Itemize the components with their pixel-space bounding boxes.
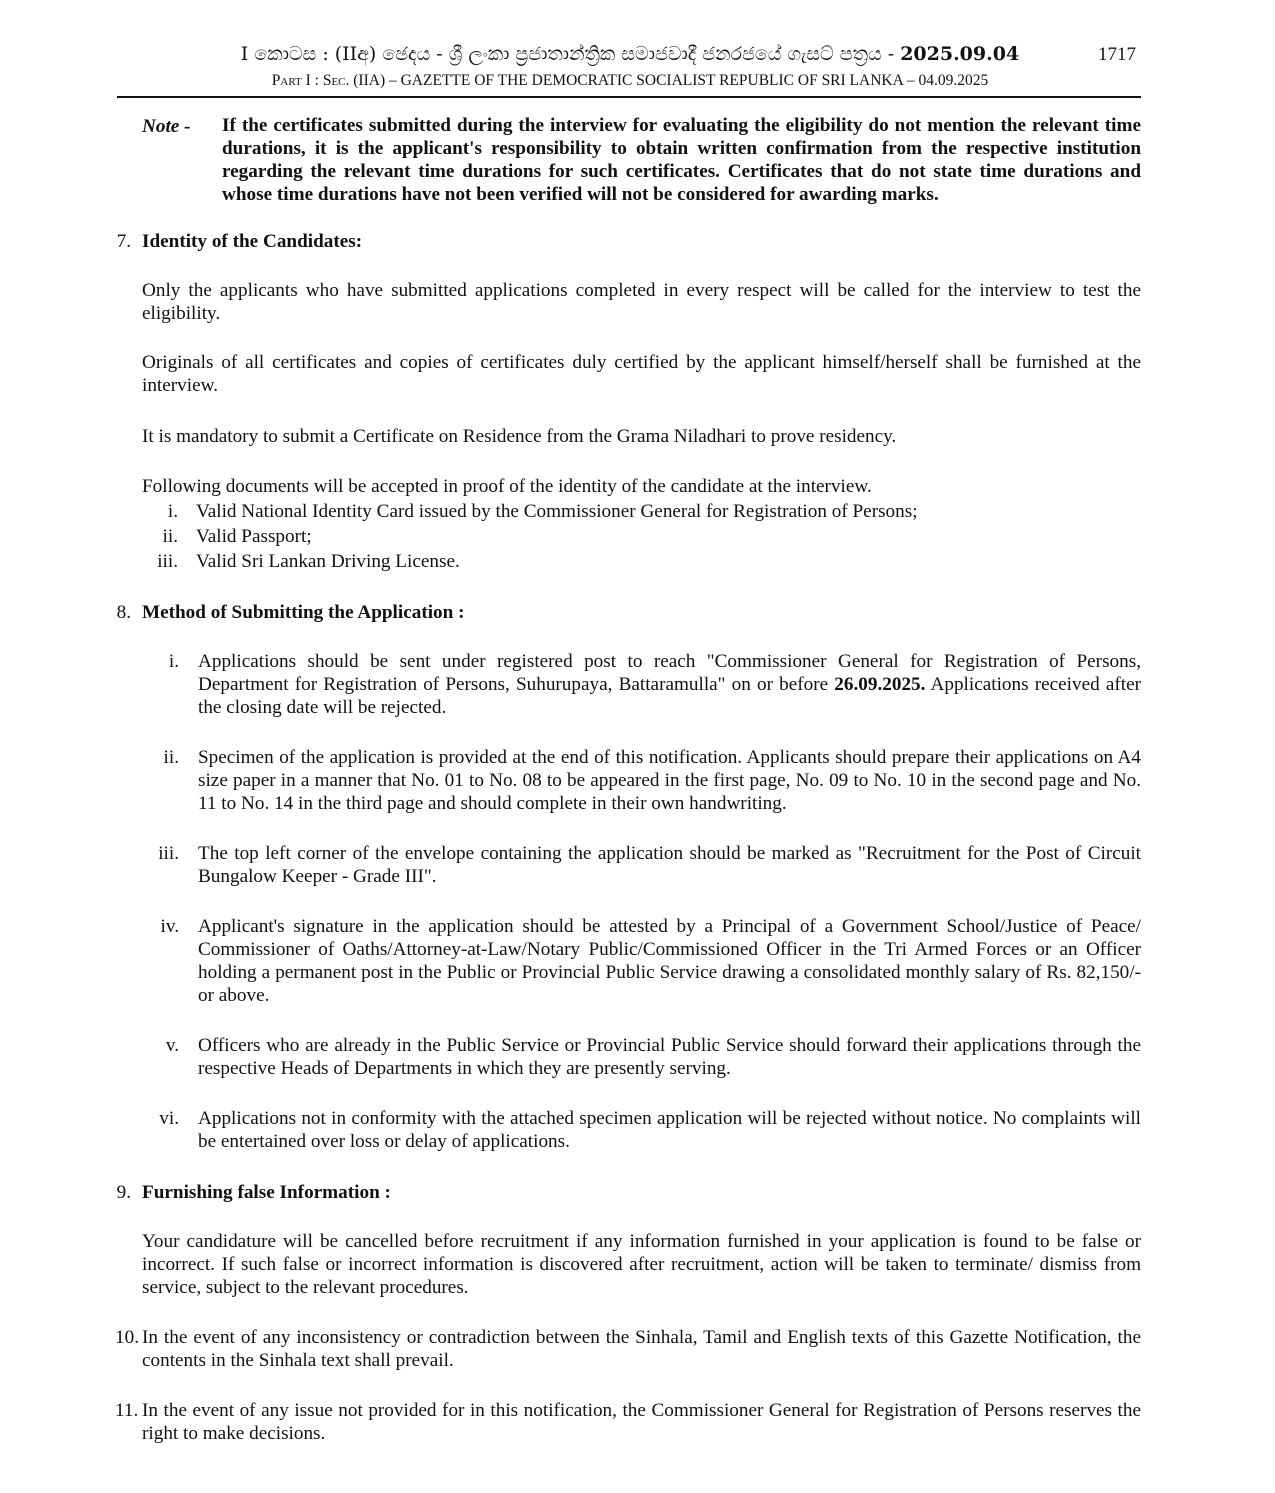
method-item-number: iii. xyxy=(158,843,179,864)
method-item-text: Applications not in conformity with the attached specimen application will be rejected without notice. No complaints will be entertained over loss or delay of applications. xyxy=(198,1108,1141,1152)
section-11-number: 11. xyxy=(115,1400,139,1421)
section-8-title: Method of Submitting the Application : xyxy=(142,602,465,623)
list-item-number: iii. xyxy=(157,551,178,572)
header-english-text: (IIA) – GAZETTE OF THE DEMOCRATIC SOCIALIST REPUBLIC OF SRI LANKA – 04.09.2025 xyxy=(349,72,989,89)
note-text: If the certificates submitted during the interview for evaluating the eligibility do not mention the relevant time durations, it is the applicant's responsibility to obtain written confirmation from the respective institution regarding the relevant time durations for such certificates. Certificates that do not state time durations and whose time durations have not been verified will not be considered for awarding marks. xyxy=(222,115,1141,205)
section-7-para-3: It is mandatory to submit a Certificate on Residence from the Grama Niladhari to prove residency. xyxy=(142,426,897,447)
header-sinhala-date: 2025.09.04 xyxy=(900,43,1020,65)
header-english xyxy=(120,70,1140,92)
method-item-text-part: Applications should be sent under registered post to reach "Commissioner General for Registration of Persons, Department for Registration of Persons, Suhurupaya, Battaramulla" on or before xyxy=(198,651,1141,695)
list-item-number: i. xyxy=(167,501,178,522)
method-item-text: Applicant's signature in the application should be attested by a Principal of a Government School/Justice of Peace/ Commissioner of Oaths/Attorney-at-Law/Notary Public/Commissioned Officer in the Tri Armed Forces or an Officer holding a permanent post in the Public or Provincial Public Service drawing a consolidated monthly salary of Rs. 82,150/- or above. xyxy=(198,916,1141,1006)
header-part-label: Part I : Sec. xyxy=(271,72,350,89)
section-9-heading xyxy=(116,1181,391,1204)
section-8-number: 8. xyxy=(116,602,131,623)
method-item-number: iv. xyxy=(160,916,179,937)
list-item xyxy=(142,499,1141,524)
page-number: 1717 xyxy=(1098,44,1136,65)
section-10 xyxy=(115,1327,1141,1373)
note-label: Note - xyxy=(142,116,191,137)
method-item-ii xyxy=(142,747,1141,816)
method-item-i xyxy=(142,651,1141,720)
section-7-number: 7. xyxy=(116,231,131,252)
section-7-para-1: Only the applicants who have submitted applications completed in every respect will be called for the interview to test the eligibility. xyxy=(142,280,1141,324)
method-item-iv xyxy=(142,916,1141,1008)
header-sinhala xyxy=(120,40,1140,68)
list-item-text: Valid Sri Lankan Driving License. xyxy=(196,551,460,572)
list-item xyxy=(142,524,1141,549)
method-item-number: v. xyxy=(165,1035,179,1056)
method-item-v xyxy=(142,1035,1141,1081)
method-item-text xyxy=(198,651,1141,720)
list-item-number: ii. xyxy=(162,526,178,547)
section-7-para-2: Originals of all certificates and copies of certificates duly certified by the applicant himself/herself shall be furnished at the interview. xyxy=(142,352,1141,396)
method-item-number: i. xyxy=(168,651,179,672)
section-10-text: In the event of any inconsistency or contradiction between the Sinhala, Tamil and English texts of this Gazette Notification, the contents in the Sinhala text shall prevail. xyxy=(142,1327,1141,1371)
section-9-title: Furnishing false Information : xyxy=(142,1182,391,1203)
method-item-text: Specimen of the application is provided at the end of this notification. Applicants should prepare their applications on A4 size paper in a manner that No. 01 to No. 08 to be appeared in the first page, No. 09 to No. 10 in the second page and No. 11 to No. 14 in the third page and should complete in their own handwriting. xyxy=(198,747,1141,814)
method-item-text: Officers who are already in the Public Service or Provincial Public Service should forward their applications through the respective Heads of Departments in which they are presently serving. xyxy=(198,1035,1141,1079)
list-item xyxy=(142,549,1141,574)
section-7-title: Identity of the Candidates: xyxy=(142,231,363,252)
header-rule xyxy=(117,96,1141,98)
section-7-para-4: Following documents will be accepted in proof of the identity of the candidate at the interview. xyxy=(142,476,872,497)
section-11 xyxy=(115,1400,1141,1446)
method-item-vi xyxy=(142,1108,1141,1154)
section-11-text: In the event of any issue not provided for in this notification, the Commissioner General for Registration of Persons reserves the right to make decisions. xyxy=(142,1400,1141,1444)
section-9-para: Your candidature will be cancelled before recruitment if any information furnished in your application is found to be false or incorrect. If such false or incorrect information is discovered after recruitment, action will be taken to terminate/ dismiss from service, subject to the relevant procedures. xyxy=(142,1231,1141,1298)
method-item-text: The top left corner of the envelope containing the application should be marked as "Recruitment for the Post of Circuit Bungalow Keeper - Grade III". xyxy=(198,843,1141,887)
section-8-heading xyxy=(116,601,465,624)
section-9-number: 9. xyxy=(116,1182,131,1203)
section-10-number: 10. xyxy=(115,1327,139,1348)
header-sinhala-text: I කොටස : (IIඅ) ඡෙදය - ශ්‍රී ලංකා ප්‍රජාතාන්ත්‍රික සමාජවාදී ජනරජයේ ගැසට් පත්‍රය - xyxy=(240,43,901,65)
method-item-number: vi. xyxy=(159,1108,179,1129)
identity-document-list xyxy=(142,499,1141,574)
closing-date: 26.09.2025. xyxy=(834,673,926,695)
method-item-number: ii. xyxy=(163,747,179,768)
method-item-text-part: Applications received after the closing date will be rejected. xyxy=(198,673,1141,718)
list-item-text: Valid National Identity Card issued by the Commissioner General for Registration of Persons; xyxy=(196,501,918,522)
list-item-text: Valid Passport; xyxy=(196,526,312,547)
section-7-heading xyxy=(116,230,363,253)
method-item-iii xyxy=(142,843,1141,889)
